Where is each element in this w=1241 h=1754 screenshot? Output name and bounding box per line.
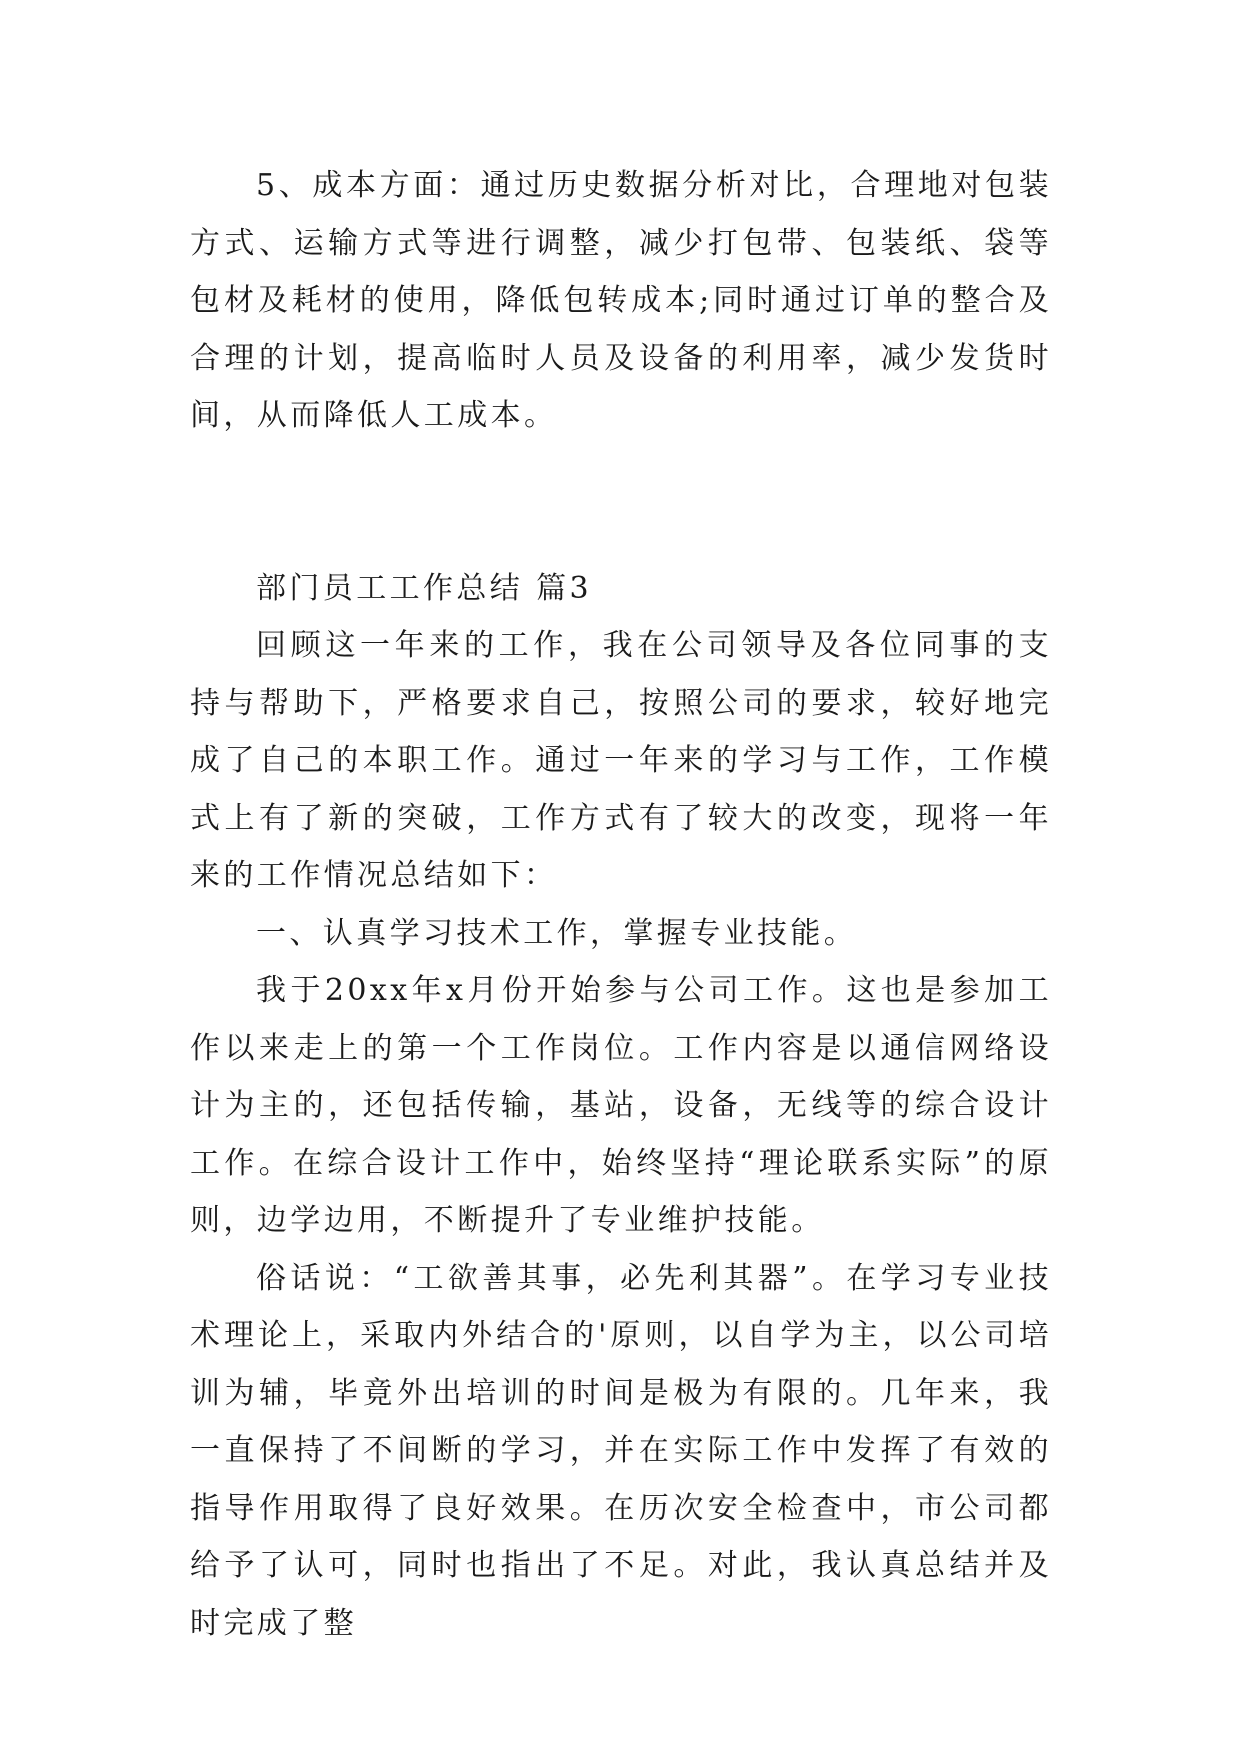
paragraph-review: 回顾这一年来的工作，我在公司领导及各位同事的支持与帮助下，严格要求自己，按照公司的要求，较好地完成了自己的本职工作。通过一年来的学习与工作，工作模式上有了新的突破，工作方式有了较大的改变，现将一年来的工作情况总结如下： [190,628,1052,893]
paragraph-start-work: 我于20xx年x月份开始参与公司工作。这也是参加工作以来走上的第一个工作岗位。工作内容是以通信网络设计为主的，还包括传输，基站，设备，无线等的综合设计工作。在综合设计工作中，始终坚持“理论联系实际”的原则，边学边用，不断提升了专业维护技能。 [190,973,1052,1238]
section-title: 部门员工工作总结 篇3 [256,570,593,606]
paragraph-cost: 5、成本方面：通过历史数据分析对比，合理地对包装方式、运输方式等进行调整，减少打包带、包装纸、袋等包材及耗材的使用，降低包转成本;同时通过订单的整合及合理的计划，提高临时人员及设备的利用率，减少发货时间，从而降低人工成本。 [190,168,1052,433]
subheading-study: 一、认真学习技术工作，掌握专业技能。 [256,915,858,951]
document-body [190,157,1052,1652]
paragraph-proverb: 俗话说：“工欲善其事，必先利其器”。在学习专业技术理论上，采取内外结合的'原则，以自学为主，以公司培训为辅，毕竟外出培训的时间是极为有限的。几年来，我一直保持了不间断的学习，并在实际工作中发挥了有效的指导作用取得了良好效果。在历次安全检查中，市公司都给予了认可，同时也指出了不足。对此，我认真总结并及时完成了整 [190,1260,1052,1641]
